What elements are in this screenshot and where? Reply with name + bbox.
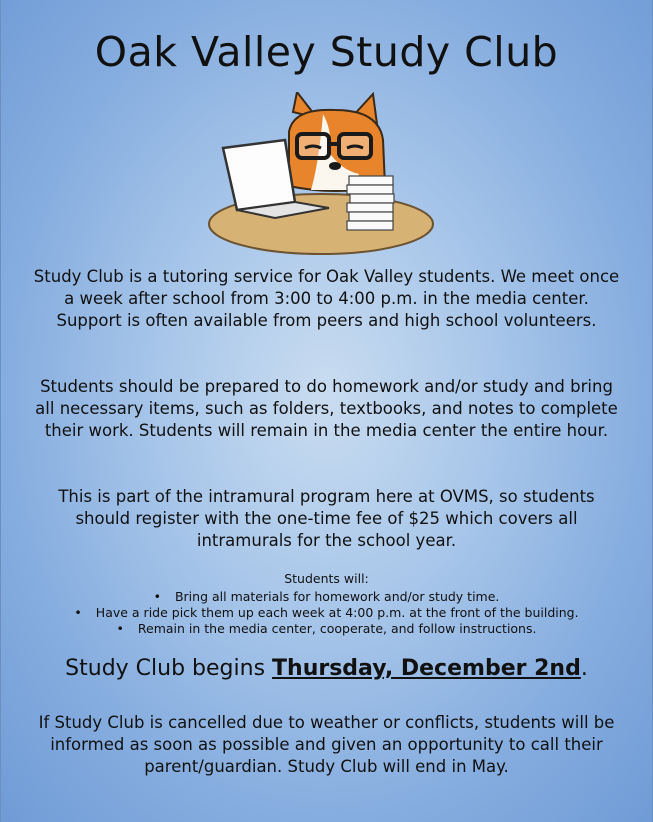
intro-paragraph: Study Club is a tutoring service for Oak Valley students. We meet once a week after school from 3:00 to 4:00 p.m. in the media center. Support is often available from peers and high school volunteers. [33, 267, 620, 330]
corgi-at-laptop-icon [201, 92, 441, 264]
list-item: • Bring all materials for homework and/or study time. [1, 589, 652, 605]
start-date-prefix: Study Club begins [65, 656, 273, 681]
start-date-line [1, 656, 652, 681]
list-item: • Remain in the media center, cooperate, and follow instructions. [1, 621, 652, 637]
students-will-heading: Students will: [284, 571, 369, 586]
start-date-suffix: . [580, 656, 588, 681]
preparation-paragraph: Students should be prepared to do homework and/or study and bring all necessary items, such as folders, textbooks, and notes to complete their work. Students will remain in the media center the entire hour. [35, 377, 618, 440]
students-will-list [1, 589, 652, 637]
flyer-title: Oak Valley Study Club [94, 28, 559, 76]
cancellation-paragraph: If Study Club is cancelled due to weather or conflicts, students will be informed as soon as possible and given an opportunity to call their parent/guardian. Study Club will end in May. [38, 713, 615, 776]
start-date: Thursday, December 2nd [272, 656, 581, 681]
program-paragraph: This is part of the intramural program here at OVMS, so students should register with the one-time fee of $25 which covers all intramurals for the school year. [58, 487, 595, 550]
list-item: • Have a ride pick them up each week at 4:00 p.m. at the front of the building. [1, 605, 652, 621]
